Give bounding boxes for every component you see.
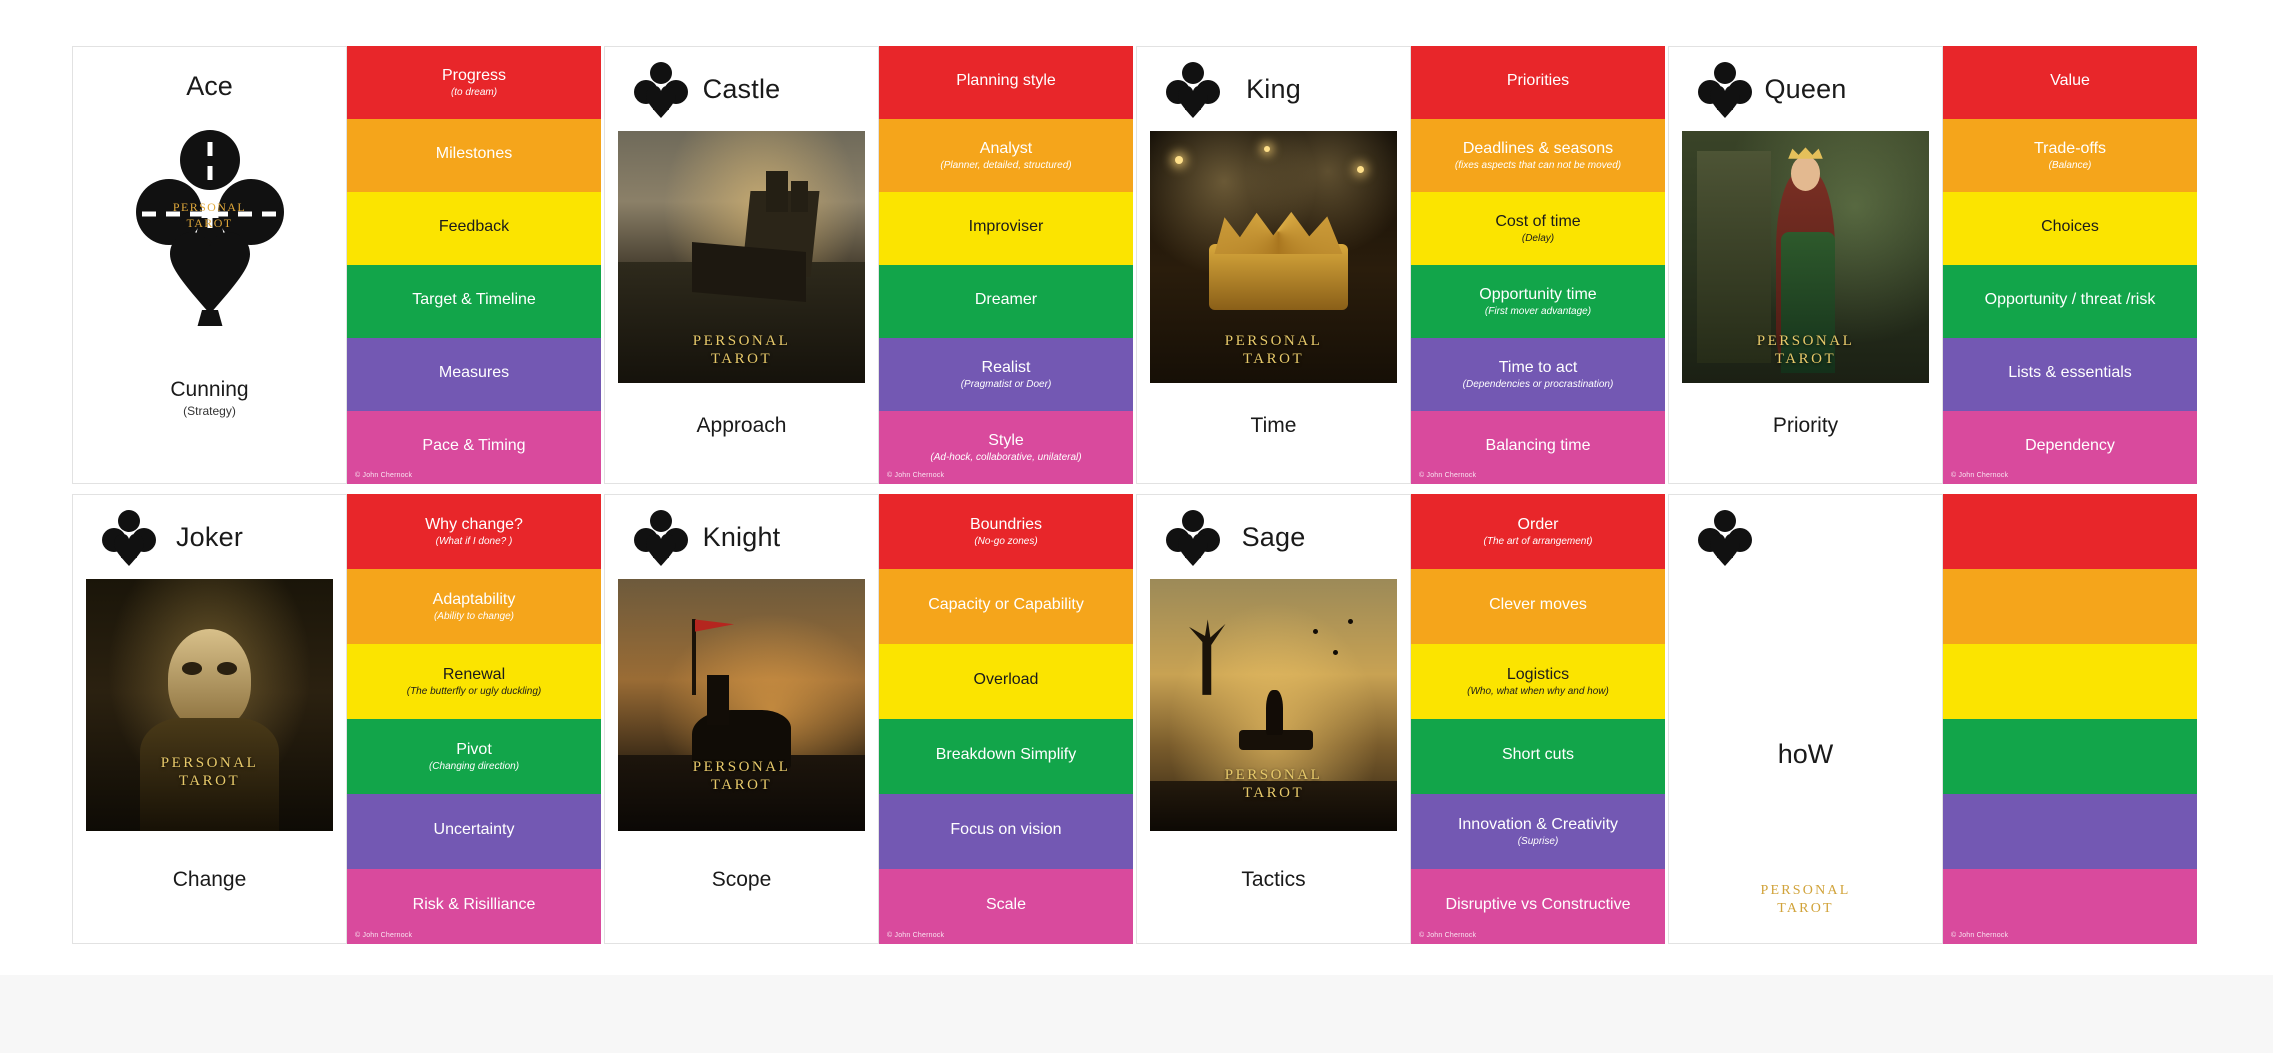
band-label: Dreamer: [974, 291, 1038, 309]
band-sub: (fixes aspects that can not be moved): [1454, 159, 1622, 171]
band-item[interactable]: [1411, 338, 1665, 411]
club-spade-icon: [1693, 505, 1757, 569]
card-pair-how[interactable]: [1668, 494, 2200, 944]
copyright-note: © John Chernock: [355, 472, 413, 479]
copyright-note: © John Chernock: [1951, 472, 2009, 479]
artwork-brand: PERSONAL TAROT: [160, 754, 259, 790]
band-sub: (Planner, detailed, structured): [940, 159, 1072, 171]
card-title: King: [1246, 73, 1301, 104]
band-sub: (First mover advantage): [1484, 305, 1592, 317]
band-item[interactable]: [347, 644, 601, 719]
card-pair-sage[interactable]: [1136, 494, 1668, 944]
band-item[interactable]: [879, 494, 1133, 569]
card-title: Castle: [702, 73, 781, 104]
band-label: Uncertainty: [433, 821, 515, 839]
card-footer: [605, 831, 878, 943]
band-label: Improviser: [968, 218, 1044, 236]
card-artwork: [1150, 131, 1397, 383]
card-face-queen[interactable]: [1668, 46, 1943, 484]
card-keyword: Scope: [711, 868, 772, 891]
band-label: Measures: [438, 364, 510, 382]
card-footer: [73, 831, 346, 943]
band-sub: (The art of arrangement): [1483, 535, 1593, 547]
card-header: [1669, 495, 1942, 579]
band-item[interactable]: [347, 46, 601, 119]
card-title: Knight: [702, 521, 781, 552]
card-brand: PERSONAL TAROT: [1760, 883, 1851, 916]
card-header: [605, 495, 878, 579]
band-item[interactable]: [347, 719, 601, 794]
copyright-note: © John Chernock: [1951, 932, 2009, 939]
club-spade-icon: [1161, 57, 1225, 121]
card-face-knight[interactable]: [604, 494, 879, 944]
band-label: Lists & essentials: [2008, 364, 2132, 382]
band-item[interactable]: [879, 794, 1133, 869]
card-artwork: [618, 131, 865, 383]
band-item[interactable]: [1411, 119, 1665, 192]
ace-emblem: [122, 114, 298, 326]
band-item[interactable]: [1411, 569, 1665, 644]
band-label: Analyst: [979, 139, 1033, 157]
band-label: Balancing time: [1485, 437, 1591, 455]
artwork-brand: PERSONAL TAROT: [1224, 332, 1323, 368]
band-label: Cost of time: [1495, 212, 1581, 230]
band-sub: (What if I done? ): [435, 535, 513, 547]
band-item[interactable]: [879, 119, 1133, 192]
artwork-brand: PERSONAL TAROT: [1224, 766, 1323, 802]
band-item[interactable]: [1943, 719, 2197, 794]
card-keyword-sub: (Strategy): [183, 403, 236, 418]
card-face-how[interactable]: [1668, 494, 1943, 944]
artwork-brand: PERSONAL TAROT: [1756, 332, 1855, 368]
card-face-king[interactable]: [1136, 46, 1411, 484]
card-keyword: Time: [1250, 414, 1297, 437]
card-pair-ace[interactable]: [72, 46, 604, 484]
band-label: Capacity or Capability: [928, 596, 1084, 614]
card-footer: [1137, 831, 1410, 943]
card-grid: [72, 46, 2202, 954]
copyright-note: © John Chernock: [1419, 932, 1477, 939]
band-item[interactable]: [347, 569, 601, 644]
card-face-ace[interactable]: [72, 46, 347, 484]
band-sub: (Changing direction): [428, 760, 520, 772]
band-item[interactable]: [1943, 192, 2197, 265]
band-item[interactable]: [347, 265, 601, 338]
band-label: Renewal: [442, 665, 506, 683]
band-label: Trade-offs: [2033, 139, 2107, 157]
club-spade-icon: [1161, 505, 1225, 569]
band-item[interactable]: [1943, 265, 2197, 338]
card-footer: [73, 326, 346, 483]
card-header: [1137, 495, 1410, 579]
club-spade-icon: [629, 57, 693, 121]
band-item[interactable]: [879, 192, 1133, 265]
band-label: Clever moves: [1489, 596, 1587, 614]
band-item[interactable]: [879, 644, 1133, 719]
band-label: Risk & Risilliance: [412, 896, 536, 914]
copyright-note: © John Chernock: [1419, 472, 1477, 479]
ace-body: [73, 47, 346, 326]
band-label: Milestones: [435, 145, 513, 163]
band-label: Deadlines & seasons: [1462, 139, 1614, 157]
band-label: Style: [988, 431, 1024, 449]
band-item[interactable]: [1943, 644, 2197, 719]
artwork-brand: PERSONAL TAROT: [692, 758, 791, 794]
club-spade-icon: [1693, 57, 1757, 121]
band-item[interactable]: [879, 569, 1133, 644]
emblem-brand: PERSONAL TAROT: [172, 200, 247, 230]
club-spade-icon: [122, 114, 298, 326]
band-item[interactable]: [1943, 46, 2197, 119]
card-face-sage[interactable]: [1136, 494, 1411, 944]
card-artwork: [86, 579, 333, 831]
copyright-note: © John Chernock: [887, 932, 945, 939]
band-label: Priorities: [1506, 72, 1570, 90]
card-header: [73, 495, 346, 579]
band-label: Feedback: [438, 218, 510, 236]
band-label: Why change?: [425, 515, 523, 533]
band-sub: (Suprise): [1517, 835, 1559, 847]
band-label: Scale: [985, 896, 1027, 914]
card-footer: [1137, 383, 1410, 483]
bands-card-queen[interactable]: [1943, 46, 2197, 484]
club-spade-icon: [629, 505, 693, 569]
band-label: Opportunity / threat /risk: [1984, 291, 2156, 309]
card-row-1: [72, 46, 2202, 484]
band-sub: (Ability to change): [433, 610, 515, 622]
band-item[interactable]: [879, 338, 1133, 411]
card-artwork: [1682, 131, 1929, 383]
band-label: Pivot: [456, 740, 492, 758]
card-pair-knight[interactable]: [604, 494, 1136, 944]
artwork-brand: PERSONAL TAROT: [692, 332, 791, 368]
band-label: Logistics: [1506, 665, 1570, 683]
bands-card-knight[interactable]: [879, 494, 1133, 944]
band-label: Innovation & Creativity: [1457, 815, 1619, 833]
band-item[interactable]: [879, 719, 1133, 794]
bands-card-castle[interactable]: [879, 46, 1133, 484]
card-keyword: Change: [172, 868, 247, 891]
band-item[interactable]: [1411, 46, 1665, 119]
bands-card-ace[interactable]: [347, 46, 601, 484]
band-label: Opportunity time: [1479, 285, 1597, 303]
card-artwork: [1150, 579, 1397, 831]
card-footer: [605, 383, 878, 483]
band-label: Overload: [973, 671, 1039, 689]
card-title: Ace: [186, 71, 233, 101]
copyright-note: © John Chernock: [887, 472, 945, 479]
band-label: Realist: [981, 358, 1031, 376]
band-item[interactable]: [879, 46, 1133, 119]
band-label: Adaptability: [432, 590, 516, 608]
card-face-joker[interactable]: [72, 494, 347, 944]
band-sub: (Balance): [2048, 159, 2092, 171]
band-label: Order: [1517, 515, 1559, 533]
bands-card-joker[interactable]: [347, 494, 601, 944]
card-artwork: [618, 579, 865, 831]
card-pair-king[interactable]: [1136, 46, 1668, 484]
band-label: Short cuts: [1501, 746, 1575, 764]
band-label: Time to act: [1498, 358, 1578, 376]
card-pair-joker[interactable]: [72, 494, 604, 944]
card-face-castle[interactable]: [604, 46, 879, 484]
band-item[interactable]: [347, 494, 601, 569]
band-item[interactable]: [1411, 644, 1665, 719]
band-label: Focus on vision: [950, 821, 1062, 839]
band-sub: (No-go zones): [974, 535, 1038, 547]
band-item[interactable]: [1943, 119, 2197, 192]
band-item[interactable]: [1411, 794, 1665, 869]
card-header: [605, 47, 878, 131]
bands-card-king[interactable]: [1411, 46, 1665, 484]
band-item[interactable]: [1411, 719, 1665, 794]
band-item[interactable]: [1943, 494, 2197, 569]
band-item[interactable]: [1943, 794, 2197, 869]
band-item[interactable]: [1411, 192, 1665, 265]
card-pair-queen[interactable]: [1668, 46, 2200, 484]
band-sub: (Ad-hock, collaborative, unilateral): [930, 451, 1082, 463]
band-sub: (Who, what when why and how): [1467, 685, 1609, 697]
band-sub: (Dependencies or procrastination): [1462, 378, 1614, 390]
card-keyword: Cunning: [170, 377, 249, 401]
card-keyword: Approach: [696, 414, 787, 437]
club-spade-icon: [97, 505, 161, 569]
card-pair-castle[interactable]: [604, 46, 1136, 484]
card-header: [1669, 47, 1942, 131]
band-label: Value: [2050, 72, 2090, 90]
band-label: Choices: [2041, 218, 2099, 236]
card-footer: [1669, 383, 1942, 483]
card-keyword: Priority: [1772, 414, 1839, 437]
card-keyword: hoW: [1777, 738, 1834, 769]
card-title: Joker: [175, 521, 244, 552]
band-label: Breakdown Simplify: [935, 746, 1077, 764]
band-sub: (Pragmatist or Doer): [960, 378, 1052, 390]
band-label: Disruptive vs Constructive: [1445, 896, 1631, 914]
band-label: Dependency: [2025, 437, 2115, 455]
band-label: Boundries: [969, 515, 1043, 533]
band-item[interactable]: [347, 119, 601, 192]
band-sub: (to dream): [450, 86, 498, 98]
band-label: Pace & Timing: [422, 437, 526, 455]
band-item[interactable]: [1943, 338, 2197, 411]
band-item[interactable]: [347, 794, 601, 869]
page-bottom-strip: [0, 975, 2273, 1053]
band-item[interactable]: [879, 265, 1133, 338]
copyright-note: © John Chernock: [355, 932, 413, 939]
band-sub: (The butterfly or ugly duckling): [406, 685, 542, 697]
bands-card-how[interactable]: [1943, 494, 2197, 944]
band-item[interactable]: [347, 338, 601, 411]
card-title: Queen: [1764, 73, 1847, 104]
band-item[interactable]: [1411, 265, 1665, 338]
band-label: Progress: [441, 66, 507, 84]
card-title: Sage: [1241, 521, 1306, 552]
band-label: Target & Timeline: [412, 291, 536, 309]
band-item[interactable]: [1943, 569, 2197, 644]
band-sub: (Delay): [1521, 232, 1555, 244]
card-keyword: Tactics: [1241, 868, 1306, 891]
card-row-2: [72, 494, 2202, 944]
card-header: [1137, 47, 1410, 131]
band-item[interactable]: [347, 192, 601, 265]
band-label: Planning style: [956, 72, 1056, 90]
bands-card-sage[interactable]: [1411, 494, 1665, 944]
band-item[interactable]: [1411, 494, 1665, 569]
